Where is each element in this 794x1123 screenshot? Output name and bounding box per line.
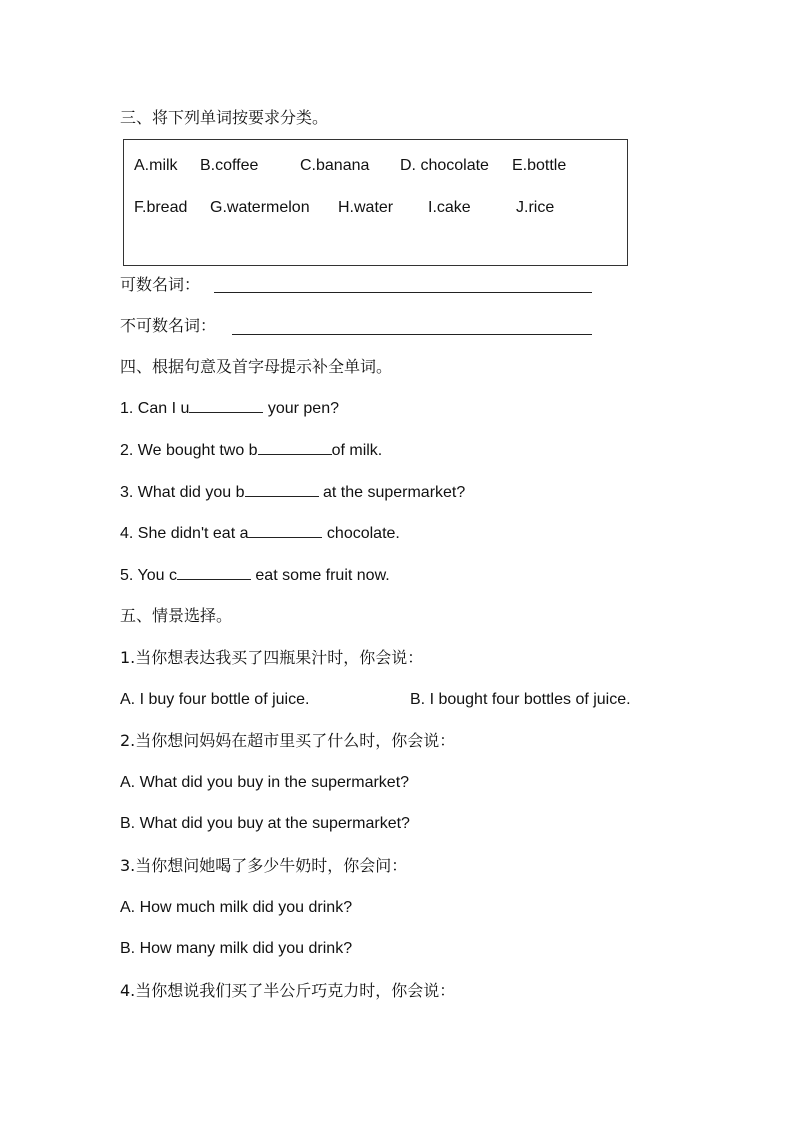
word-item: A.milk [134, 157, 178, 174]
section4-title: 四、根据句意及首字母提示补全单词。 [120, 357, 393, 376]
item-text-after: your pen? [263, 400, 339, 417]
word-item: E.bottle [512, 157, 567, 174]
item-text-before: 3. What did you b [120, 484, 245, 501]
word-item: J.rice [516, 199, 555, 216]
question-prompt: 4.当你想说我们买了半公斤巧克力时，你会说： [120, 981, 456, 1000]
option-a[interactable]: A. What did you buy in the supermarket? [120, 774, 410, 791]
item-text-after: eat some fruit now. [250, 567, 390, 584]
answer-blank[interactable] [189, 398, 263, 413]
option-a[interactable]: A. How much milk did you drink? [120, 899, 353, 916]
fill-blank-item [120, 440, 382, 461]
word-item: C.banana [300, 157, 370, 174]
answer-blank[interactable] [258, 440, 332, 455]
option-a[interactable]: A. I buy four bottle of juice. [120, 691, 310, 708]
section5-title: 五、情景选择。 [120, 606, 233, 625]
item-text-after: at the supermarket? [318, 484, 466, 501]
item-text-after: of milk. [331, 442, 383, 459]
word-item: H.water [338, 199, 394, 216]
section3-title: 三、将下列单词按要求分类。 [120, 108, 329, 127]
word-item: B.coffee [200, 157, 259, 174]
uncountable-answer-line[interactable] [232, 334, 592, 335]
question-prompt: 2.当你想问妈妈在超市里买了什么时，你会说： [120, 731, 456, 750]
countable-label: 可数名词： [120, 275, 201, 294]
countable-answer-line[interactable] [214, 292, 592, 293]
word-item: D. chocolate [400, 157, 489, 174]
fill-blank-item [120, 398, 339, 419]
answer-blank[interactable] [245, 482, 319, 497]
item-text-before: 1. Can I u [120, 400, 190, 417]
answer-blank[interactable] [177, 565, 251, 580]
fill-blank-item [120, 482, 465, 503]
item-text-before: 5. You c [120, 567, 177, 584]
item-text-before: 4. She didn't eat a [120, 525, 249, 542]
fill-blank-item [120, 523, 400, 544]
word-item: G.watermelon [210, 199, 310, 216]
item-text-before: 2. We bought two b [120, 442, 258, 459]
answer-blank[interactable] [248, 523, 322, 538]
option-b[interactable]: B. I bought four bottles of juice. [410, 691, 631, 708]
word-item: F.bread [134, 199, 188, 216]
uncountable-label: 不可数名词： [120, 316, 217, 335]
option-b[interactable]: B. How many milk did you drink? [120, 940, 353, 957]
option-b[interactable]: B. What did you buy at the supermarket? [120, 815, 410, 832]
word-bank-box [123, 139, 628, 266]
fill-blank-item [120, 565, 390, 586]
item-text-after: chocolate. [322, 525, 400, 542]
question-prompt: 1.当你想表达我买了四瓶果汁时，你会说： [120, 648, 424, 667]
word-item: I.cake [428, 199, 471, 216]
question-prompt: 3.当你想问她喝了多少牛奶时，你会问： [120, 856, 408, 875]
